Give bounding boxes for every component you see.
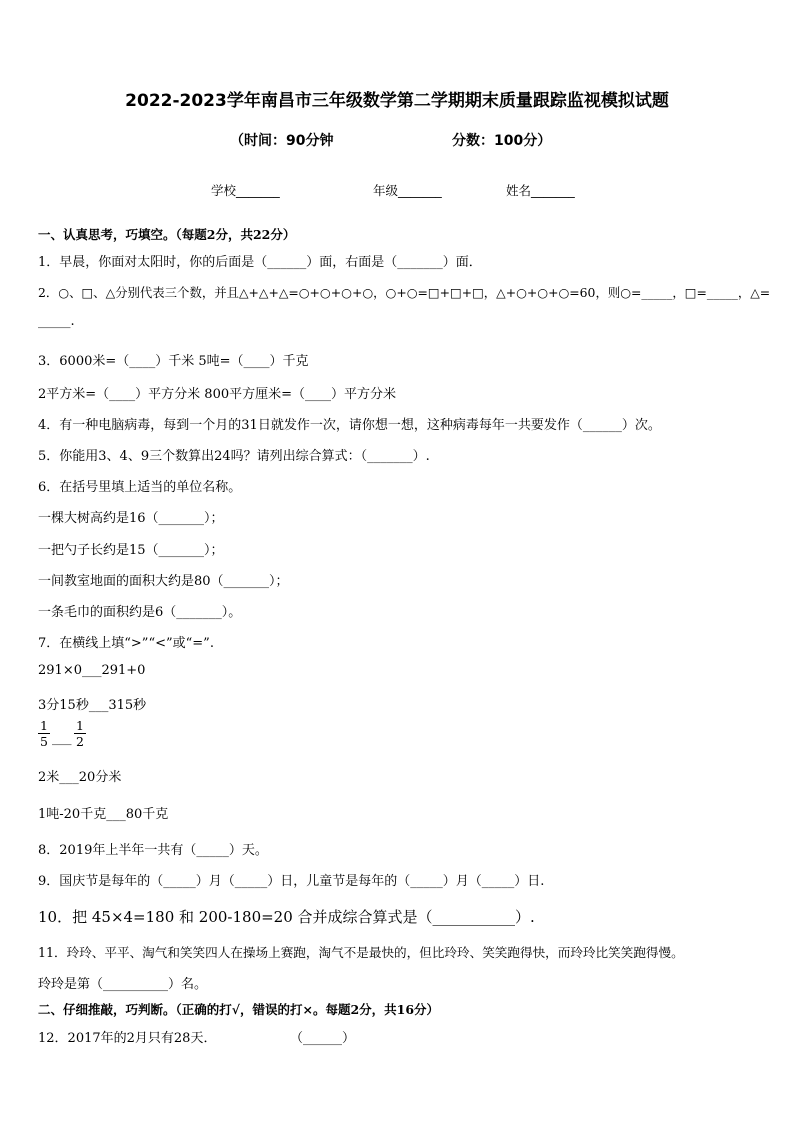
question-3-line-1: 3．6000米=（____）千米 5吨=（____）千克	[38, 354, 309, 369]
question-6-item-c: 一间教室地面的面积大约是80（_______）；	[38, 574, 289, 589]
comparison-blank: ___	[52, 731, 72, 746]
question-9: 9．国庆节是每年的（_____）月（_____）日，儿童节是每年的（_____）月（_____）日.	[38, 874, 545, 889]
exam-score: 分数：100分）	[452, 133, 552, 149]
page-title: 2022-2023学年南昌市三年级数学第二学期期末质量跟踪监视模拟试题	[125, 91, 669, 111]
question-11: 11．玲玲、平平、淘气和笑笑四人在操场上赛跑，淘气不是最快的，但比玲玲、笑笑跑得快，而玲玲比笑笑跑得慢。	[38, 945, 684, 960]
question-7-item-e: 1吨-20千克___80千克	[38, 807, 169, 822]
question-8: 8．2019年上半年一共有（_____）天。	[38, 843, 268, 858]
fraction-one-half	[74, 718, 86, 749]
question-12: 12．2017年的2月只有28天．	[38, 1031, 217, 1046]
question-7-item-b: 3分15秒___315秒	[38, 698, 147, 713]
name-field[interactable]: 姓名_______	[506, 183, 575, 198]
question-12-answer-blank: （______）	[290, 1031, 356, 1046]
question-6-item-d: 一条毛巾的面积约是6（_______）。	[38, 605, 242, 620]
question-6-item-a: 一棵大树高约是16（_______）；	[38, 511, 224, 526]
question-5: 5．你能用3、4、9三个数算出24吗？请列出综合算式：（_______）.	[38, 449, 430, 464]
section-1-heading: 一、认真思考，巧填空。（每题2分，共22分）	[38, 227, 296, 242]
fraction-denominator: 2	[76, 734, 84, 749]
question-6-item-b: 一把勺子长约是15（_______）；	[38, 543, 224, 558]
fraction-numerator: 1	[40, 718, 48, 733]
section-2-heading: 二、仔细推敲，巧判断。（正确的打√，错误的打×。每题2分，共16分）	[38, 1002, 440, 1017]
question-7-item-a: 291×0___291+0	[38, 663, 146, 678]
exam-time: （时间：90分钟	[230, 133, 334, 149]
question-2: 2．○、□、△分别代表三个数，并且△+△+△=○+○+○+○，○+○=□+□+□，△+○+○+○=60，则○=_____，□=_____，△=	[38, 285, 771, 300]
fraction-denominator: 5	[40, 734, 48, 749]
question-2-continued: _____.	[38, 314, 75, 329]
question-10: 10．把 45×4=180 和 200-180=20 合并成综合算式是（___________）.	[38, 908, 535, 926]
grade-field[interactable]: 年级_______	[373, 183, 442, 198]
fraction-one-fifth	[38, 718, 50, 749]
question-4: 4．有一种电脑病毒，每到一个月的31日就发作一次，请你想一想，这种病毒每年一共要发作（______）次。	[38, 418, 661, 433]
question-3-line-2: 2平方米=（____）平方分米 800平方厘米=（____）平方分米	[38, 387, 397, 402]
question-7-item-d: 2米___20分米	[38, 770, 122, 785]
question-6: 6．在括号里填上适当的单位名称。	[38, 480, 242, 495]
question-1: 1．早晨，你面对太阳时，你的后面是（______）面，右面是（_______）面．	[38, 255, 482, 270]
question-11-continued: 玲玲是第（__________）名。	[38, 977, 208, 992]
fraction-numerator: 1	[76, 718, 84, 733]
school-field[interactable]: 学校_______	[211, 183, 280, 198]
question-7: 7．在横线上填“>”“<”或“=”.	[38, 636, 214, 651]
